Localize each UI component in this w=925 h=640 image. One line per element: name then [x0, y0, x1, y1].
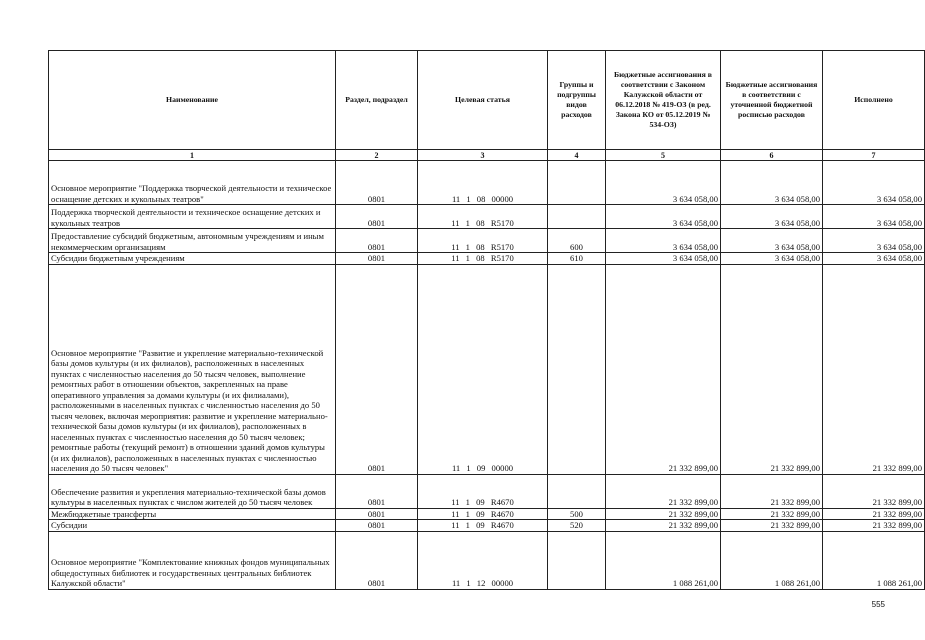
table-row	[49, 229, 925, 253]
row-law-amount: 3 634 058,00	[606, 205, 721, 229]
row-refined-amount: 3 634 058,00	[721, 229, 823, 253]
row-executed-amount: 21 332 899,00	[823, 520, 925, 532]
row-section: 0801	[336, 520, 418, 532]
row-name: Обеспечение развития и укрепления материально-технической базы домов культуры в населенных пунктах с числом жителей до 50 тысяч человек	[49, 474, 336, 508]
row-group: 520	[548, 520, 606, 532]
row-name: Предоставление субсидий бюджетным, автономным учреждениям и иным некоммерческим организациям	[49, 229, 336, 253]
row-refined-amount: 21 332 899,00	[721, 264, 823, 474]
row-group	[548, 531, 606, 589]
row-refined-amount: 21 332 899,00	[721, 474, 823, 508]
row-article: 11 1 08 00000	[418, 161, 548, 205]
row-article: 11 1 12 00000	[418, 531, 548, 589]
table-row	[49, 161, 925, 205]
row-article: 11 1 08 R5170	[418, 205, 548, 229]
row-executed-amount: 1 088 261,00	[823, 531, 925, 589]
table-row	[49, 531, 925, 589]
column-number: 3	[418, 150, 548, 161]
header-section: Раздел, подраздел	[336, 51, 418, 150]
row-article: 11 1 09 R4670	[418, 520, 548, 532]
column-number: 2	[336, 150, 418, 161]
row-group: 500	[548, 508, 606, 520]
row-section: 0801	[336, 205, 418, 229]
row-name: Основное мероприятие "Поддержка творческой деятельности и техническое оснащение детских и кукольных театров"	[49, 161, 336, 205]
row-name: Основное мероприятие "Развитие и укрепление материально-технической базы домов культуры (и их филиалов), расположенных в населенных пунктах с численностью населения до 50 тысяч человек, выполнение ремонтных работ в отношении объектов, закрепленных на праве оперативного управления за домами культуры (и их филиалами), расположенными в населенных пунктах с численностью населения до 50 тысяч человек, включая мероприятия: развитие и укрепление материально-технической базы домов культуры (и их филиалов), расположенных в населенных пунктах с численностью населения до 50 тысяч человек; ремонтные работы (текущий ремонт) в отношении зданий домов культуры (и их филиалов), расположенных в населенных пунктах с численностью населения до 50 тысяч человек"	[49, 264, 336, 474]
row-section: 0801	[336, 253, 418, 265]
row-executed-amount: 3 634 058,00	[823, 253, 925, 265]
row-article: 11 1 08 R5170	[418, 229, 548, 253]
row-name: Субсидии	[49, 520, 336, 532]
row-section: 0801	[336, 531, 418, 589]
table-row	[49, 205, 925, 229]
table-header-row	[49, 51, 925, 150]
header-law-allocations: Бюджетные ассигнования в соответствии с Законом Калужской области от 06.12.2018 № 419-ОЗ (в ред. Закона КО от 05.12.2019 № 534-ОЗ)	[606, 51, 721, 150]
header-executed: Исполнено	[823, 51, 925, 150]
row-executed-amount: 21 332 899,00	[823, 474, 925, 508]
row-refined-amount: 3 634 058,00	[721, 161, 823, 205]
header-name: Наименование	[49, 51, 336, 150]
table-row	[49, 508, 925, 520]
budget-table	[48, 50, 925, 590]
table-row	[49, 474, 925, 508]
row-executed-amount: 21 332 899,00	[823, 264, 925, 474]
column-number: 6	[721, 150, 823, 161]
column-number: 7	[823, 150, 925, 161]
row-executed-amount: 21 332 899,00	[823, 508, 925, 520]
row-name: Основное мероприятие "Комплектование книжных фондов муниципальных общедоступных библиотек и государственных центральных библиотек Калужской области"	[49, 531, 336, 589]
row-article: 11 1 09 00000	[418, 264, 548, 474]
column-number: 1	[49, 150, 336, 161]
column-numbers-row	[49, 150, 925, 161]
header-refined-allocations: Бюджетные ассигнования в соответствии с уточненной бюджетной росписью расходов	[721, 51, 823, 150]
row-law-amount: 21 332 899,00	[606, 264, 721, 474]
column-number: 4	[548, 150, 606, 161]
row-law-amount: 3 634 058,00	[606, 253, 721, 265]
row-group: 600	[548, 229, 606, 253]
row-law-amount: 3 634 058,00	[606, 229, 721, 253]
row-section: 0801	[336, 229, 418, 253]
table-row	[49, 253, 925, 265]
row-section: 0801	[336, 474, 418, 508]
row-law-amount: 1 088 261,00	[606, 531, 721, 589]
row-law-amount: 3 634 058,00	[606, 161, 721, 205]
row-refined-amount: 21 332 899,00	[721, 508, 823, 520]
row-name: Субсидии бюджетным учреждениям	[49, 253, 336, 265]
header-target-article: Целевая статья	[418, 51, 548, 150]
row-executed-amount: 3 634 058,00	[823, 161, 925, 205]
row-refined-amount: 3 634 058,00	[721, 253, 823, 265]
row-law-amount: 21 332 899,00	[606, 520, 721, 532]
row-law-amount: 21 332 899,00	[606, 474, 721, 508]
page-number: 555	[871, 600, 885, 609]
row-section: 0801	[336, 508, 418, 520]
row-refined-amount: 1 088 261,00	[721, 531, 823, 589]
row-section: 0801	[336, 161, 418, 205]
row-refined-amount: 21 332 899,00	[721, 520, 823, 532]
row-refined-amount: 3 634 058,00	[721, 205, 823, 229]
row-article: 11 1 08 R5170	[418, 253, 548, 265]
row-group	[548, 264, 606, 474]
row-name: Межбюджетные трансферты	[49, 508, 336, 520]
row-name: Поддержка творческой деятельности и техническое оснащение детских и кукольных театров	[49, 205, 336, 229]
column-number: 5	[606, 150, 721, 161]
table-row	[49, 264, 925, 474]
row-article: 11 1 09 R4670	[418, 508, 548, 520]
row-executed-amount: 3 634 058,00	[823, 229, 925, 253]
row-group	[548, 474, 606, 508]
header-expense-group: Группы и подгруппы видов расходов	[548, 51, 606, 150]
row-group	[548, 161, 606, 205]
row-executed-amount: 3 634 058,00	[823, 205, 925, 229]
row-section: 0801	[336, 264, 418, 474]
row-group	[548, 205, 606, 229]
row-article: 11 1 09 R4670	[418, 474, 548, 508]
row-law-amount: 21 332 899,00	[606, 508, 721, 520]
row-group: 610	[548, 253, 606, 265]
table-row	[49, 520, 925, 532]
